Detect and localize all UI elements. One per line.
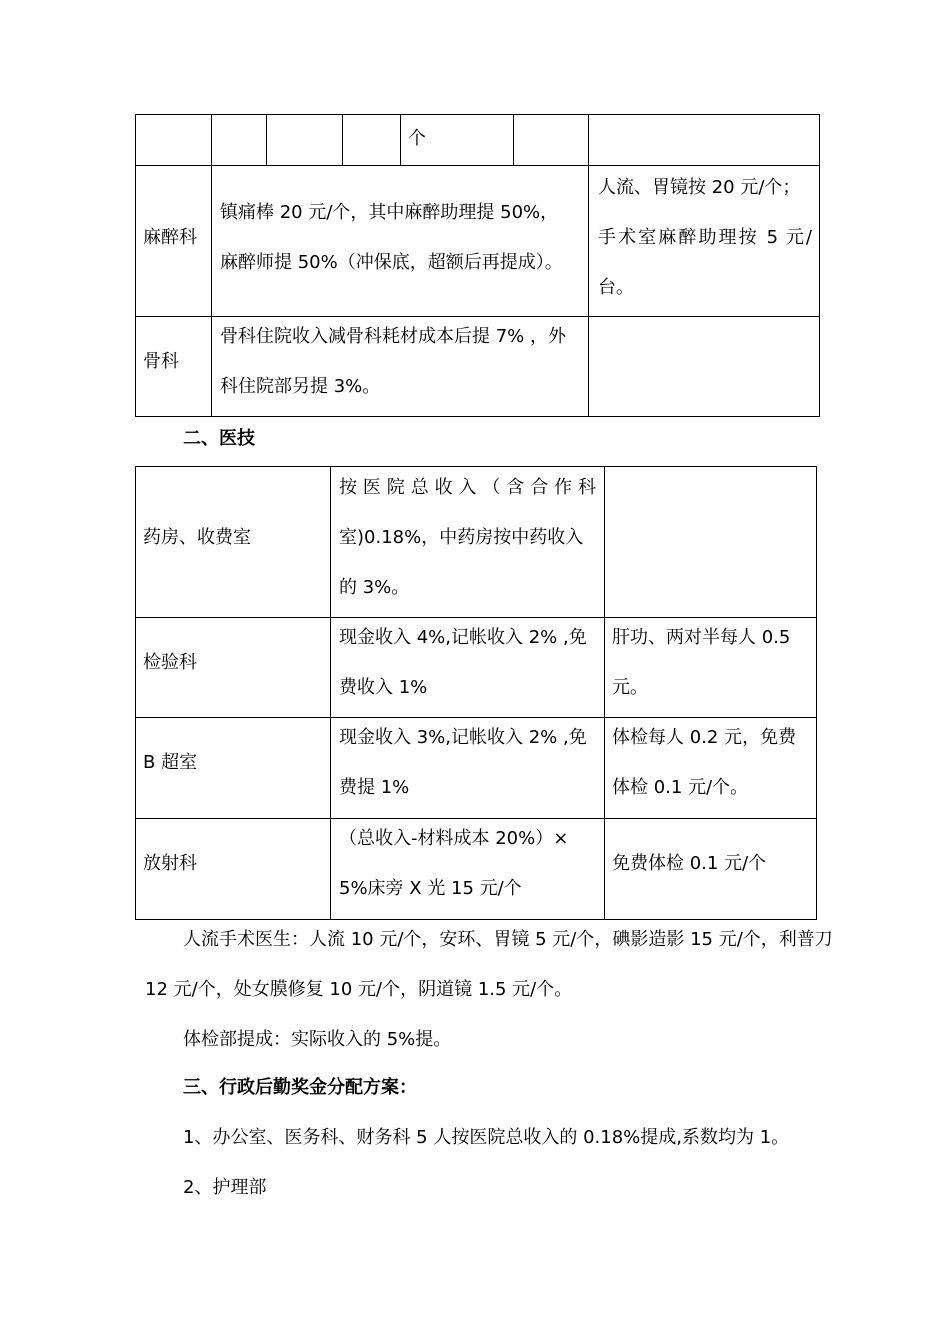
section-2-title: 二、医技 — [183, 428, 255, 449]
anesthesia-note-line1: 人流、胃镜按 20 元/个； — [598, 177, 801, 198]
ultrasound-note-line1: 体检每人 0.2 元，免费 — [612, 727, 797, 748]
ultrasound-note-line2: 体检 0.1 元/个。 — [612, 777, 749, 798]
ultrasound-rule-line2: 费提 1% — [339, 777, 410, 798]
table1-cell-unit: 个 — [408, 128, 426, 149]
anesthesia-note-line3: 台。 — [598, 277, 634, 298]
dept-anesthesia: 麻醉科 — [143, 227, 197, 248]
admin-item-2: 2、护理部 — [183, 1177, 267, 1198]
radiology-rule-line1: （总收入-材料成本 20%）× — [339, 828, 569, 849]
abortion-surgeon-para-line1: 人流手术医生：人流 10 元/个，安环、胃镜 5 元/个，碘影造影 15 元/个，利普刀 — [183, 929, 833, 950]
radiology-rule-line2: 5%床旁 X 光 15 元/个 — [339, 878, 522, 899]
section-3-title: 三、行政后勤奖金分配方案： — [183, 1077, 417, 1098]
lab-rule-line1: 现金收入 4%,记帐收入 2% ,免 — [339, 627, 587, 648]
anesthesia-rule-line1: 镇痛棒 20 元/个，其中麻醉助理提 50%， — [220, 202, 559, 223]
pharmacy-rule-line1: 按医院总收入（含合作科 — [339, 477, 596, 498]
ortho-rule-line1: 骨科住院收入减骨科耗材成本后提 7% ，外 — [220, 326, 566, 347]
ultrasound-rule-line1: 现金收入 3%,记帐收入 2% ,免 — [339, 727, 587, 748]
dept-ultrasound: B 超室 — [143, 752, 198, 773]
abortion-surgeon-para-line2: 12 元/个，处女膜修复 10 元/个，阴道镜 1.5 元/个。 — [145, 979, 573, 1000]
lab-rule-line2: 费收入 1% — [339, 677, 428, 698]
lab-note-line1: 肝功、两对半每人 0.5 — [612, 627, 791, 648]
dept-lab: 检验科 — [143, 652, 197, 673]
anesthesia-note-line2: 手术室麻醉助理按 5 元/ — [598, 227, 812, 248]
ortho-rule-line2: 科住院部另提 3%。 — [220, 376, 381, 397]
pharmacy-rule-line3: 的 3%。 — [339, 577, 410, 598]
dept-radiology: 放射科 — [143, 853, 197, 874]
dept-pharmacy: 药房、收费室 — [143, 527, 251, 548]
anesthesia-rule-line2: 麻醉师提 50%（冲保底，超额后再提成）。 — [220, 252, 563, 273]
radiology-note-line1: 免费体检 0.1 元/个 — [612, 853, 767, 874]
lab-note-line2: 元。 — [612, 677, 648, 698]
dept-orthopedics: 骨科 — [143, 351, 179, 372]
admin-item-1: 1、办公室、医务科、财务科 5 人按医院总收入的 0.18%提成,系数均为 1。 — [183, 1127, 790, 1148]
pharmacy-rule-line2: 室)0.18%，中药房按中药收入 — [339, 527, 584, 548]
checkup-dept-para: 体检部提成：实际收入的 5%提。 — [183, 1029, 452, 1050]
